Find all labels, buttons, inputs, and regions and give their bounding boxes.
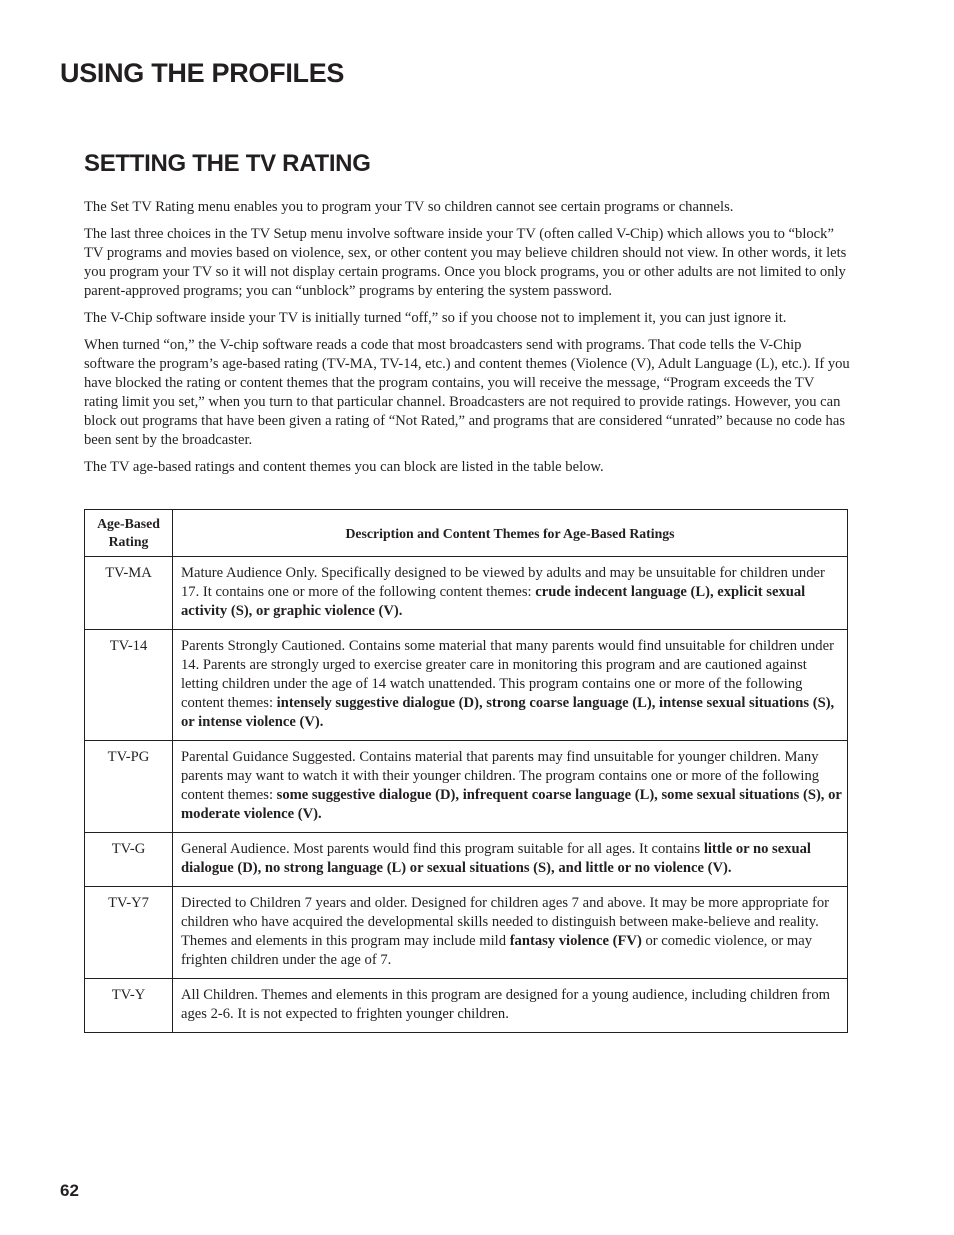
rating-cell: TV-Y [85,979,173,1033]
vchip-on-paragraph: When turned “on,” the V-chip software reads a code that most broadcasters send with programs. That code tells the V-Chip software the program’s age-based rating (TV-MA, TV-14, etc.) and content themes (Violence (V), Adult Language (L), etc.). If you have blocked the rating or content themes that the program contains, you will receive the message, “Program exceeds the TV rating limit you set,” when you turn to that particular channel. Broadcasters are not required to provide ratings. However, you can block out programs that have been given a rating of “Not Rated,” and programs that are considered “unrated” because no code has been sent by the broadcaster. [84,337,850,448]
table-header-row [85,510,848,557]
description-cell [173,630,848,741]
content-themes: intensely suggestive dialogue (D), strong coarse language (L), intense sexual situations (S), or intense violence (V). [181,695,835,730]
description-cell [173,979,848,1033]
content-themes: some suggestive dialogue (D), infrequent coarse language (L), some sexual situations (S), or moderate violence (V). [181,787,842,822]
description-text: General Audience. Most parents would find this program suitable for all ages. It contains [181,841,704,857]
rating-cell: TV-Y7 [85,887,173,979]
intro-paragraph: The Set TV Rating menu enables you to program your TV so children cannot see certain programs or channels. [84,199,734,215]
table-row [85,741,848,833]
rating-cell: TV-G [85,833,173,887]
page-number: 62 [60,1181,79,1200]
table-row [85,630,848,741]
table-intro-paragraph: The TV age-based ratings and content themes you can block are listed in the table below. [84,459,604,475]
description-cell [173,833,848,887]
table-row [85,887,848,979]
table-row [85,557,848,630]
content-themes: fantasy violence (FV) [509,933,642,949]
vchip-off-paragraph: The V-Chip software inside your TV is initially turned “off,” so if you choose not to implement it, you can just ignore it. [84,310,787,326]
section-title: SETTING THE TV RATING [84,150,371,177]
table-row [85,979,848,1033]
rating-cell: TV-MA [85,557,173,630]
description-text: Mature Audience Only. Specifically designed to be viewed by adults and may be unsuitable for children under 17. It contains one or more of the following content themes: [181,565,825,600]
content-themes: little or no sexual dialogue (D), no strong language (L) or sexual situations (S), and little or no violence (V). [181,841,811,876]
rating-cell: TV-PG [85,741,173,833]
table-row [85,833,848,887]
description-cell [173,557,848,630]
body-text [84,198,850,485]
description-cell [173,741,848,833]
description-cell [173,887,848,979]
description-tail: or comedic violence, or may frighten children under the age of 7. [181,933,813,968]
description-text: Parents Strongly Cautioned. Contains some material that many parents would find unsuitable for children under 14. Parents are strongly urged to exercise greater care in monitoring this program and are cautioned against letting children under the age of 14 watch unattended. This program contains one or more of the following content themes: [181,638,834,711]
content-themes: crude indecent language (L), explicit sexual activity (S), or graphic violence (V). [181,584,806,619]
description-text: Directed to Children 7 years and older. Designed for children ages 7 and above. It may be more appropriate for children who have acquired the developmental skills needed to distinguish between make-believe and reality. Themes and elements in this program may include mild [181,895,829,949]
description-text: Parental Guidance Suggested. Contains material that parents may find unsuitable for younger children. Many parents may want to watch it with their younger children. The program contains one or more of the following content themes: [181,749,820,803]
header-rating: Age-Based Rating [85,510,173,557]
header-description: Description and Content Themes for Age-Based Ratings [173,510,848,557]
vchip-paragraph: The last three choices in the TV Setup menu involve software inside your TV (often called V-Chip) which allows you to “block” TV programs and movies based on violence, sex, or other content you may believe children should not view. In other words, it lets you program your TV so it will not display certain programs. Once you block programs, you or other adults are not limited to only parent-approved programs; you can “unblock” programs by entering the system password. [84,226,847,299]
ratings-table [84,509,848,1033]
rating-cell: TV-14 [85,630,173,741]
description-text: All Children. Themes and elements in this program are designed for a young audience, including children from ages 2-6. It is not expected to frighten younger children. [181,987,830,1022]
chapter-title: USING THE PROFILES [60,58,345,88]
